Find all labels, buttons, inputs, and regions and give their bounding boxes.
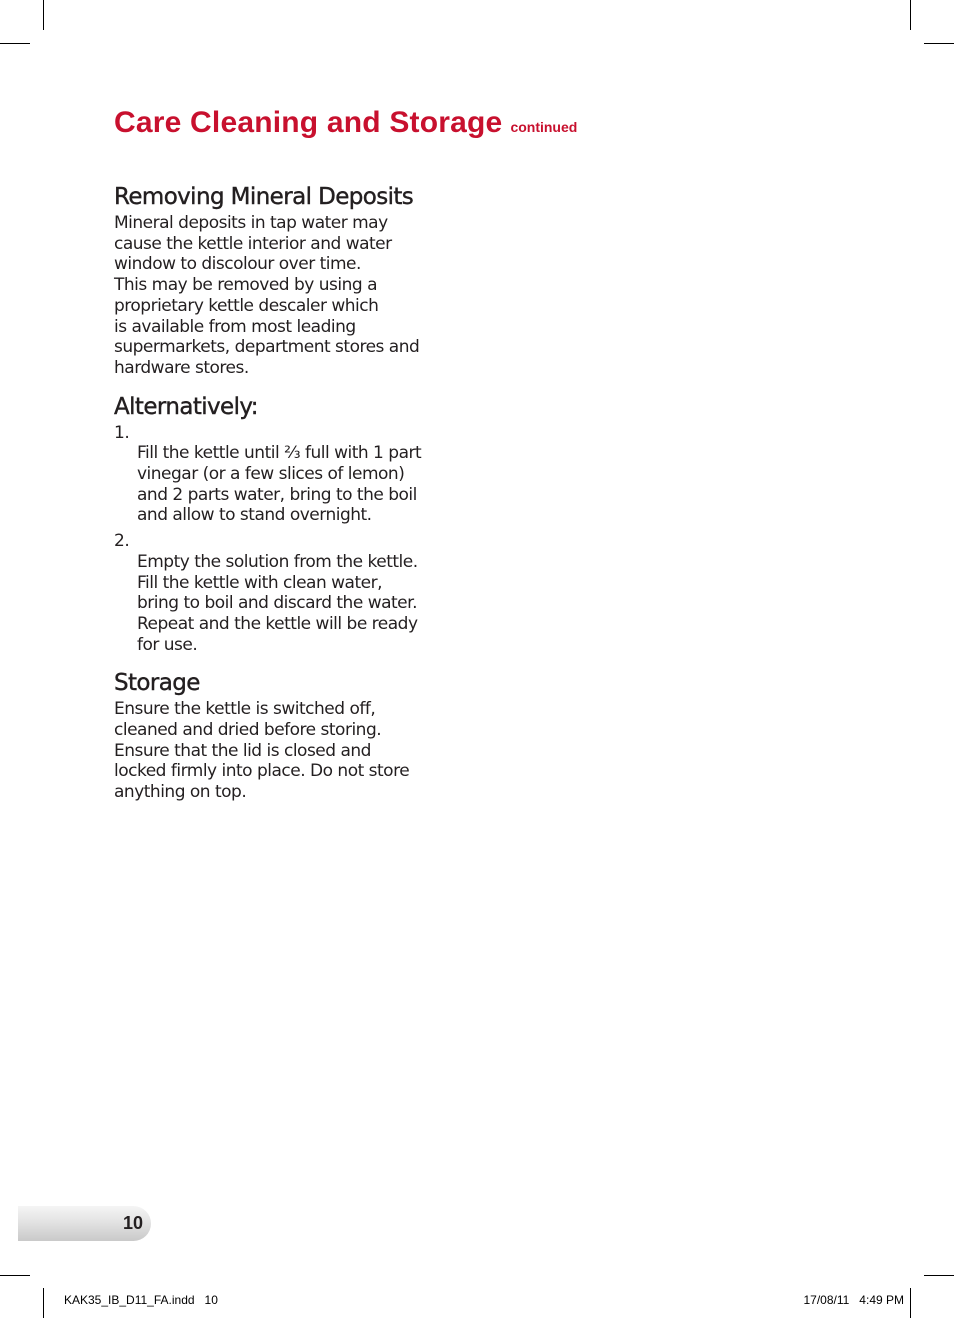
page-title [114,106,577,140]
crop-mark-bottom-left-horizontal [0,1275,30,1276]
crop-mark-top-right-vertical [910,0,911,30]
crop-mark-bottom-right-vertical [910,1288,911,1318]
page-number: 10 [122,1213,143,1233]
page-number-tab [18,1206,151,1241]
list-item [114,423,464,527]
section-storage [114,669,464,803]
section-heading: Removing Mineral Deposits [114,184,414,210]
section-removing-mineral-deposits [114,183,464,379]
steps-list [114,423,464,656]
crop-mark-top-left-vertical [43,0,44,30]
page-title-text: Care Cleaning and Storage [114,106,503,139]
section-body: Mineral deposits in tap water may cause the kettle interior and water window to discolour over time. This may be removed by using a proprietary kettle descaler which is available from most leading supermarkets, department stores and hardware stores. [114,213,420,378]
crop-mark-top-left-horizontal [0,43,30,44]
section-heading: Alternatively: [114,393,258,420]
content-column [114,183,464,817]
crop-mark-bottom-left-vertical [43,1288,44,1318]
crop-mark-bottom-right-horizontal [924,1275,954,1276]
step-number: 2. [114,531,130,552]
continued-label: continued [510,119,578,135]
list-item [114,531,464,655]
step-text: Fill the kettle until ⅔ full with 1 part vinegar (or a few slices of lemon) and 2 parts water, bring to the boil and allow to stand overnight. [137,443,422,526]
crop-mark-top-right-horizontal [924,43,954,44]
step-number: 1. [114,422,130,443]
section-alternatively [114,393,464,656]
slug-date-time: 17/08/11 4:49 PM [803,1293,904,1307]
slug-file-info: KAK35_IB_D11_FA.indd 10 [64,1293,218,1307]
step-text: Empty the solution from the kettle. Fill the kettle with clean water, bring to boil and discard the water. Repeat and the kettle will be ready for use. [137,551,418,655]
section-heading: Storage [114,670,200,697]
section-body: Ensure the kettle is switched off, cleaned and dried before storing. Ensure that the lid is closed and locked firmly into place. Do not store anything on top. [114,699,410,803]
